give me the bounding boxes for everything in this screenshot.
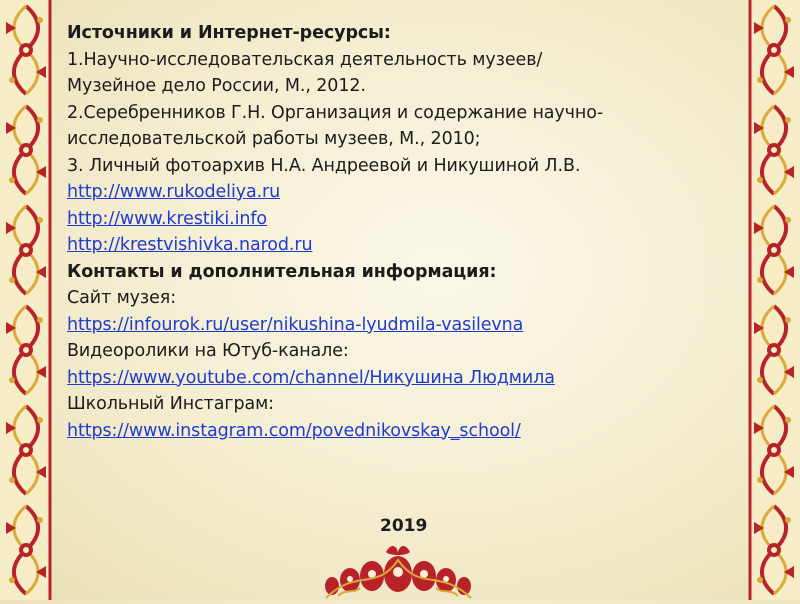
sources-heading: Источники и Интернет-ресурсы:: [67, 23, 391, 43]
source-item: исследовательской работы музеев, М., 2010;: [67, 129, 481, 149]
source-item: Музейное дело России, М., 2012.: [67, 76, 366, 96]
right-border-ornament-icon: [748, 0, 800, 600]
left-border-ornament-icon: [0, 0, 52, 600]
slide-content: [67, 20, 742, 444]
source-item: 3. Личный фотоархив Н.А. Андреевой и Никушиной Л.В.: [67, 155, 581, 176]
year-label: 2019: [380, 516, 428, 536]
contacts-heading: Контакты и дополнительная информация:: [67, 261, 497, 282]
museum-link[interactable]: https://infourok.ru/user/nikushina-lyudmila-vasilevna: [67, 314, 524, 335]
video-label: Видеоролики на Ютуб-канале:: [67, 341, 349, 361]
link-krestvishivka[interactable]: http://krestvishivka.narod.ru: [67, 235, 313, 255]
instagram-link[interactable]: https://www.instagram.com/povednikovskay_school/: [67, 420, 521, 441]
instagram-label: Школьный Инстаграм:: [67, 394, 274, 414]
source-item: 2.Серебренников Г.Н. Организация и содержание научно-: [67, 102, 604, 123]
youtube-link[interactable]: https://www.youtube.com/channel/Никушина Людмила: [67, 367, 555, 388]
link-krestiki[interactable]: http://www.krestiki.info: [67, 208, 268, 229]
floral-ornament-icon: [316, 538, 481, 600]
museum-label: Сайт музея:: [67, 288, 177, 308]
source-item: 1.Научно-исследовательская деятельность музеев/: [67, 49, 543, 70]
link-rukodeliya[interactable]: http://www.rukodeliya.ru: [67, 182, 281, 202]
